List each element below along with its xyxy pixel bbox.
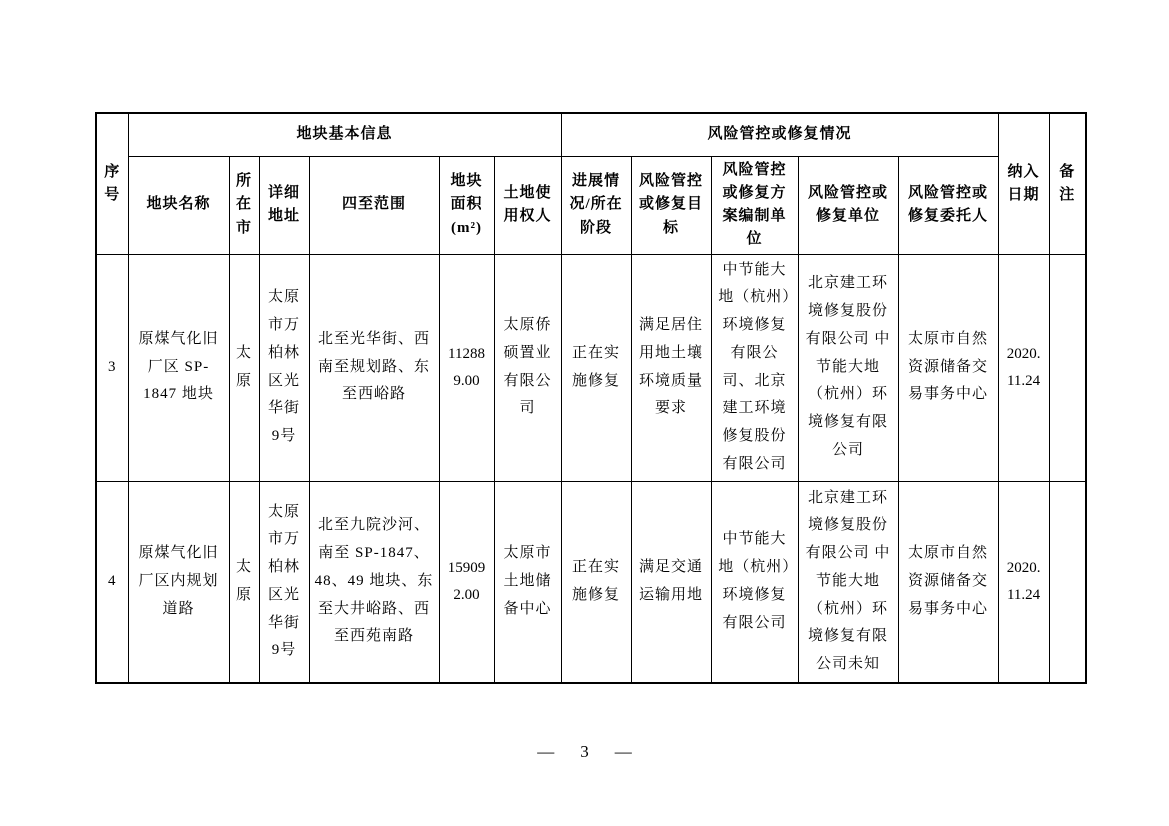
cell-repair-unit: 北京建工环境修复股份有限公司 中节能大地（杭州）环境修复有限公司未知 (798, 481, 898, 683)
cell-serial: 3 (96, 254, 128, 481)
cell-inclusion-date: 2020.11.24 (998, 254, 1049, 481)
cell-address: 太原市万柏林区光华街9号 (259, 481, 309, 683)
cell-plan-unit: 中节能大地（杭州）环境修复有限公司 (711, 481, 798, 683)
header-area: 地块面积(m²) (439, 156, 494, 254)
header-plan-unit: 风险管控或修复方案编制单位 (711, 156, 798, 254)
cell-boundaries: 北至九院沙河、南至 SP-1847、 48、49 地块、东 至大井峪路、西至西苑南路 (309, 481, 439, 683)
footer-dash-right: — (614, 742, 632, 761)
cell-remarks (1049, 254, 1086, 481)
cell-land-user: 太原市土地储备中心 (494, 481, 561, 683)
cell-target: 满足交通运输用地 (631, 481, 711, 683)
header-land-user: 土地使用权人 (494, 156, 561, 254)
header-group-basic-info: 地块基本信息 (128, 113, 561, 156)
cell-area: 159092.00 (439, 481, 494, 683)
land-parcel-risk-table (95, 112, 1087, 684)
header-group-row (96, 113, 1086, 156)
header-target: 风险管控或修复目标 (631, 156, 711, 254)
header-remarks: 备注 (1049, 113, 1086, 254)
cell-client: 太原市自然资源储备交易事务中心 (898, 254, 998, 481)
header-boundaries: 四至范围 (309, 156, 439, 254)
page-number: 3 (580, 742, 589, 761)
cell-progress: 正在实施修复 (561, 481, 631, 683)
cell-progress: 正在实施修复 (561, 254, 631, 481)
page-footer (0, 742, 1169, 762)
table-row (96, 254, 1086, 481)
header-group-risk: 风险管控或修复情况 (561, 113, 998, 156)
header-client: 风险管控或修复委托人 (898, 156, 998, 254)
header-address: 详细地址 (259, 156, 309, 254)
header-detail-row (96, 156, 1086, 254)
cell-boundaries: 北至光华街、西南至规划路、东至西峪路 (309, 254, 439, 481)
cell-address: 太原市万柏林区光华街9号 (259, 254, 309, 481)
cell-serial: 4 (96, 481, 128, 683)
cell-city: 太原 (229, 254, 259, 481)
cell-area: 112889.00 (439, 254, 494, 481)
cell-client: 太原市自然资源储备交易事务中心 (898, 481, 998, 683)
header-inclusion-date: 纳入日期 (998, 113, 1049, 254)
header-city: 所在市 (229, 156, 259, 254)
cell-city: 太原 (229, 481, 259, 683)
cell-land-user: 太原侨硕置业有限公司 (494, 254, 561, 481)
header-plot-name: 地块名称 (128, 156, 229, 254)
cell-target: 满足居住用地土壤环境质量要求 (631, 254, 711, 481)
header-serial: 序号 (96, 113, 128, 254)
cell-inclusion-date: 2020.11.24 (998, 481, 1049, 683)
footer-dash-left: — (537, 742, 555, 761)
cell-plot-name: 原煤气化旧厂区 SP-1847 地块 (128, 254, 229, 481)
header-progress: 进展情况/所在阶段 (561, 156, 631, 254)
header-repair-unit: 风险管控或修复单位 (798, 156, 898, 254)
cell-plot-name: 原煤气化旧厂区内规划道路 (128, 481, 229, 683)
cell-plan-unit: 中节能大地（杭州）环境修复有限公司、北京建工环境修复股份有限公司 (711, 254, 798, 481)
cell-repair-unit: 北京建工环境修复股份有限公司 中节能大地（杭州）环境修复有限公司 (798, 254, 898, 481)
table-row (96, 481, 1086, 683)
cell-remarks (1049, 481, 1086, 683)
